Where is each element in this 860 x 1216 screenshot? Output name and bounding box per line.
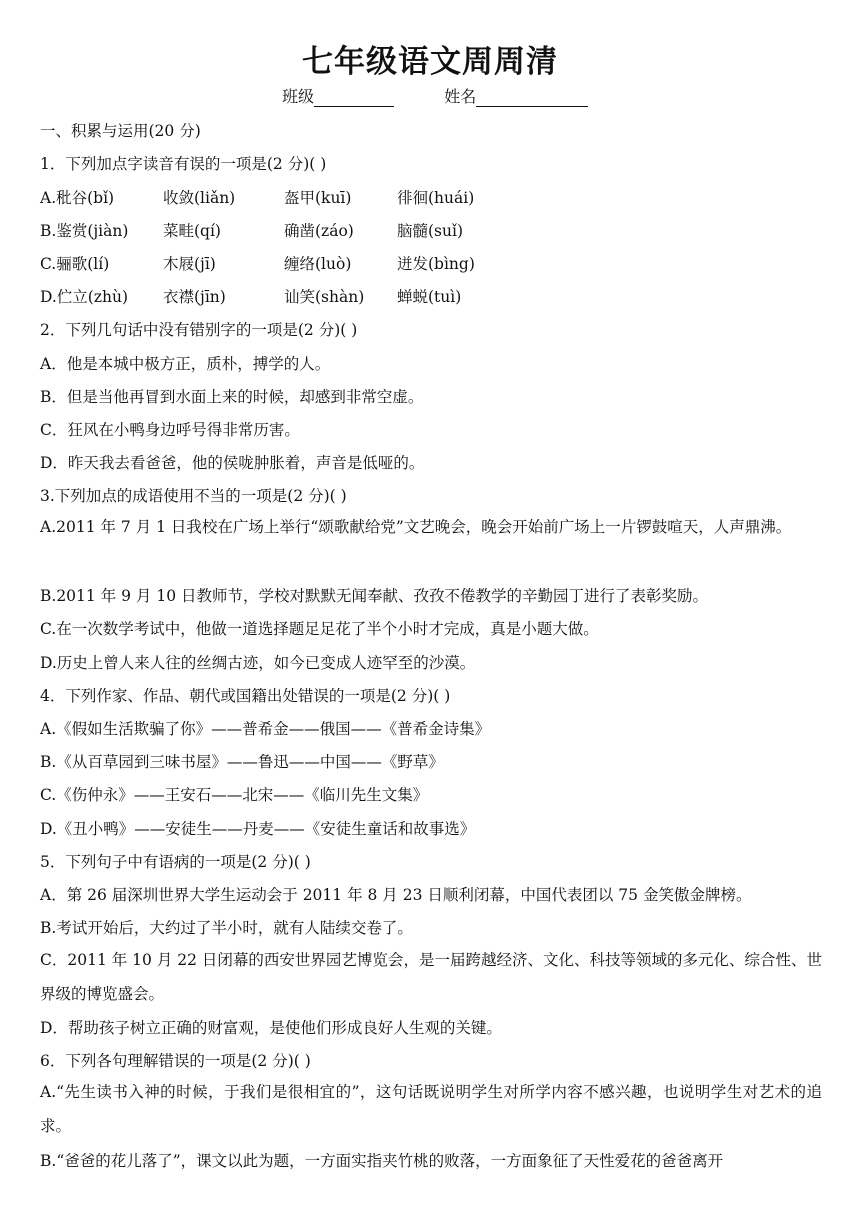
q5-option-d: D．帮助孩子树立正确的财富观，是使他们形成良好人生观的关键。 xyxy=(40,1019,502,1037)
name-blank[interactable] xyxy=(476,90,588,107)
q1-d-1: D.伫立(zhù) xyxy=(40,288,129,306)
q1-a-4: 徘徊(huái) xyxy=(397,189,475,207)
q1-stem: 1．下列加点字读音有误的一项是(2 分)( ) xyxy=(40,155,327,173)
name-label: 姓名 xyxy=(444,87,477,106)
q1-c-2: 木屐(jī) xyxy=(163,255,216,273)
q1-c-1: C.骊歌(lí) xyxy=(40,255,110,273)
q1-b-1: B.鉴赏(jiàn) xyxy=(40,222,129,240)
q1-row-b xyxy=(40,219,463,241)
q4-option-b: B.《从百草园到三味书屋》——鲁迅——中国——《野草》 xyxy=(40,753,444,771)
q1-a-2: 收敛(liǎn) xyxy=(163,189,236,207)
q2-option-c: C．狂风在小鸭身边呼号得非常历害。 xyxy=(40,421,300,439)
q1-a-1: A.秕谷(bǐ) xyxy=(40,189,115,207)
section-heading: 一、积累与运用(20 分) xyxy=(40,122,201,140)
q1-b-4: 脑髓(suǐ) xyxy=(397,222,463,240)
q4-option-d: D.《丑小鸭》——安徒生——丹麦——《安徒生童话和故事选》 xyxy=(40,820,476,838)
q1-d-2: 衣襟(jīn) xyxy=(163,288,226,306)
student-info-bar xyxy=(282,84,588,107)
q1-d-4: 蝉蜕(tuì) xyxy=(397,288,462,306)
q4-stem: 4．下列作家、作品、朝代或国籍出处错误的一项是(2 分)( ) xyxy=(40,687,451,705)
q2-stem: 2．下列几句话中没有错别字的一项是(2 分)( ) xyxy=(40,321,358,339)
q1-row-a xyxy=(40,186,474,208)
q1-b-3: 确凿(záo) xyxy=(284,222,354,240)
q4-option-c: C.《伤仲永》——王安石——北宋——《临川先生文集》 xyxy=(40,786,429,804)
q2-option-d: D．昨天我去看爸爸，他的侯咙肿胀着，声音是低哑的。 xyxy=(40,454,425,472)
q4-option-a: A.《假如生活欺骗了你》——普希金——俄国——《普希金诗集》 xyxy=(40,720,491,738)
q1-c-3: 缠络(luò) xyxy=(284,255,352,273)
q5-option-b: B.考试开始后，大约过了半小时，就有人陆续交卷了。 xyxy=(40,919,413,937)
q1-a-3: 盔甲(kuī) xyxy=(284,189,352,207)
q5-option-c: C．2011 年 10 月 22 日闭幕的西安世界园艺博览会，是一届跨越经济、文化、科技等领域的多元化、综合性、世界级的博览盛会。 xyxy=(40,951,822,1003)
q3-option-b: B.2011 年 9 月 10 日教师节，学校对默默无闻奉献、孜孜不倦教学的辛勤园丁进行了表彰奖励。 xyxy=(40,587,708,605)
q5-stem: 5．下列句子中有语病的一项是(2 分)( ) xyxy=(40,853,311,871)
q3-option-d: D.历史上曾人来人往的丝绸古迹，如今已变成人迹罕至的沙漠。 xyxy=(40,654,476,672)
q3-option-c: C.在一次数学考试中，他做一道选择题足足花了半个小时才完成，真是小题大做。 xyxy=(40,620,599,638)
q1-row-d xyxy=(40,285,461,307)
q6-stem: 6．下列各句理解错误的一项是(2 分)( ) xyxy=(40,1052,311,1070)
q1-d-3: 讪笑(shàn) xyxy=(284,288,365,306)
q2-option-a: A．他是本城中极方正，质朴，搏学的人。 xyxy=(40,355,331,373)
q6-option-a: A.“先生读书入神的时候，于我们是很相宜的”，这句话既说明学生对所学内容不感兴趣，也说明学生对艺术的追求。 xyxy=(40,1083,822,1135)
q1-row-c xyxy=(40,252,475,274)
class-label: 班级 xyxy=(282,87,315,106)
q2-option-b: B．但是当他再冒到水面上来的时候，却感到非常空虚。 xyxy=(40,388,424,406)
page-title: 七年级语文周周清 xyxy=(302,44,558,80)
q3-stem: 3.下列加点的成语使用不当的一项是(2 分)( ) xyxy=(40,487,347,505)
q5-option-a: A．第 26 届深圳世界大学生运动会于 2011 年 8 月 23 日顺利闭幕，中国代表团以 75 金笑傲金牌榜。 xyxy=(40,886,752,904)
q6-option-b: B.“爸爸的花儿落了”，课文以此为题，一方面实指夹竹桃的败落，一方面象征了天性爱花的爸爸离开 xyxy=(40,1152,724,1170)
class-blank[interactable] xyxy=(314,90,394,107)
q1-c-4: 迸发(bìng) xyxy=(397,255,475,273)
q1-b-2: 菜畦(qí) xyxy=(163,222,221,240)
q3-option-a: A.2011 年 7 月 1 日我校在广场上举行“颂歌献给党”文艺晚会，晚会开始前广场上一片锣鼓喧天，人声鼎沸。 xyxy=(40,518,792,536)
